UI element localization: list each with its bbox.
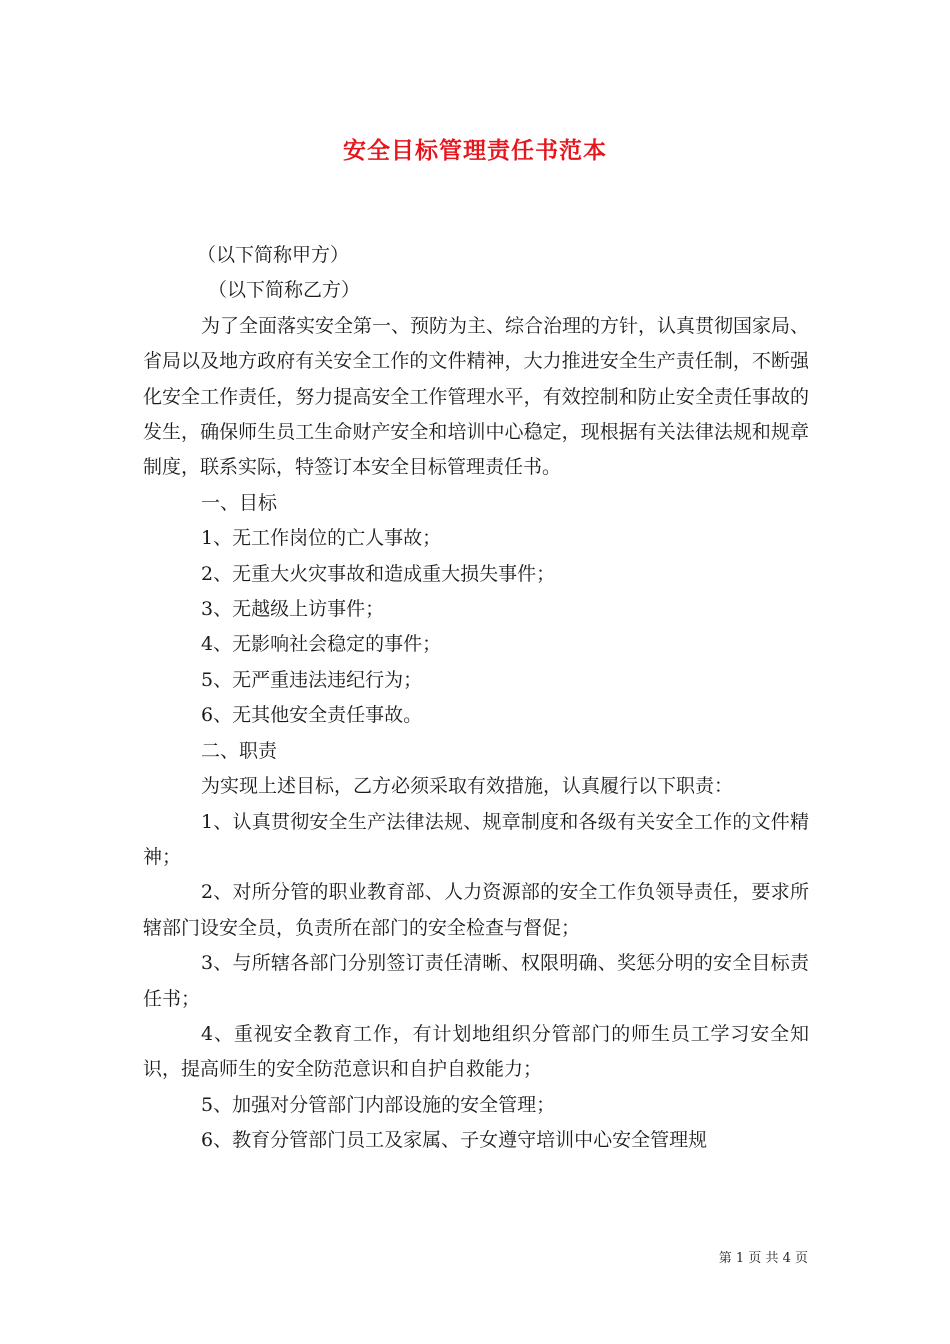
section-heading-duties: 二、职责 bbox=[201, 739, 278, 762]
duty-item-5: 5、加强对分管部门内部设施的安全管理； bbox=[201, 1093, 556, 1116]
party-a-line: （以下简称甲方） bbox=[197, 244, 350, 266]
duty-item-4: 4、重视安全教育工作，有计划地组织分管部门的师生员工学习安全知识，提高师生的安全防范意识和自护自救能力； bbox=[143, 1022, 809, 1081]
goal-item-5: 5、无严重违法违纪行为； bbox=[201, 668, 423, 691]
goal-item-1: 1、无工作岗位的亡人事故； bbox=[201, 527, 442, 550]
duties-intro: 为实现上述目标，乙方必须采取有效措施，认真履行以下职责： bbox=[201, 775, 734, 798]
section-heading-goals: 一、目标 bbox=[201, 491, 278, 514]
duty-item-3: 3、与所辖各部门分别签订责任清晰、权限明确、奖惩分明的安全目标责任书； bbox=[143, 952, 809, 1010]
party-b-line: （以下简称乙方） bbox=[208, 279, 361, 302]
goal-item-2: 2、无重大火灾事故和造成重大损失事件； bbox=[201, 562, 556, 585]
goal-item-3: 3、无越级上访事件； bbox=[201, 598, 385, 621]
duty-item-6: 6、教育分管部门员工及家属、子女遵守培训中心安全管理规 bbox=[201, 1129, 708, 1152]
goal-item-4: 4、无影响社会稳定的事件； bbox=[201, 633, 442, 656]
goal-item-6: 6、无其他安全责任事故。 bbox=[201, 704, 423, 727]
document-title: 安全目标管理责任书范本 bbox=[343, 137, 607, 164]
document-body bbox=[143, 238, 809, 1159]
preamble-paragraph: 为了全面落实安全第一、预防为主、综合治理的方针，认真贯彻国家局、省局以及地方政府有关安全工作的文件精神，大力推进安全生产责任制，不断强化安全工作责任，努力提高安全工作管理水平，有效控制和防止安全责任事故的发生，确保师生员工生命财产安全和培训中心稳定，现根据有关法律法规和规章制度，联系实际，特签订本安全目标管理责任书。 bbox=[143, 314, 810, 479]
duty-item-1: 1、认真贯彻安全生产法律法规、规章制度和各级有关安全工作的文件精神； bbox=[143, 810, 809, 868]
duty-item-2: 2、对所分管的职业教育部、人力资源部的安全工作负领导责任，要求所辖部门设安全员，负责所在部门的安全检查与督促； bbox=[143, 881, 809, 939]
page-number: 第 1 页 共 4 页 bbox=[718, 1251, 808, 1266]
